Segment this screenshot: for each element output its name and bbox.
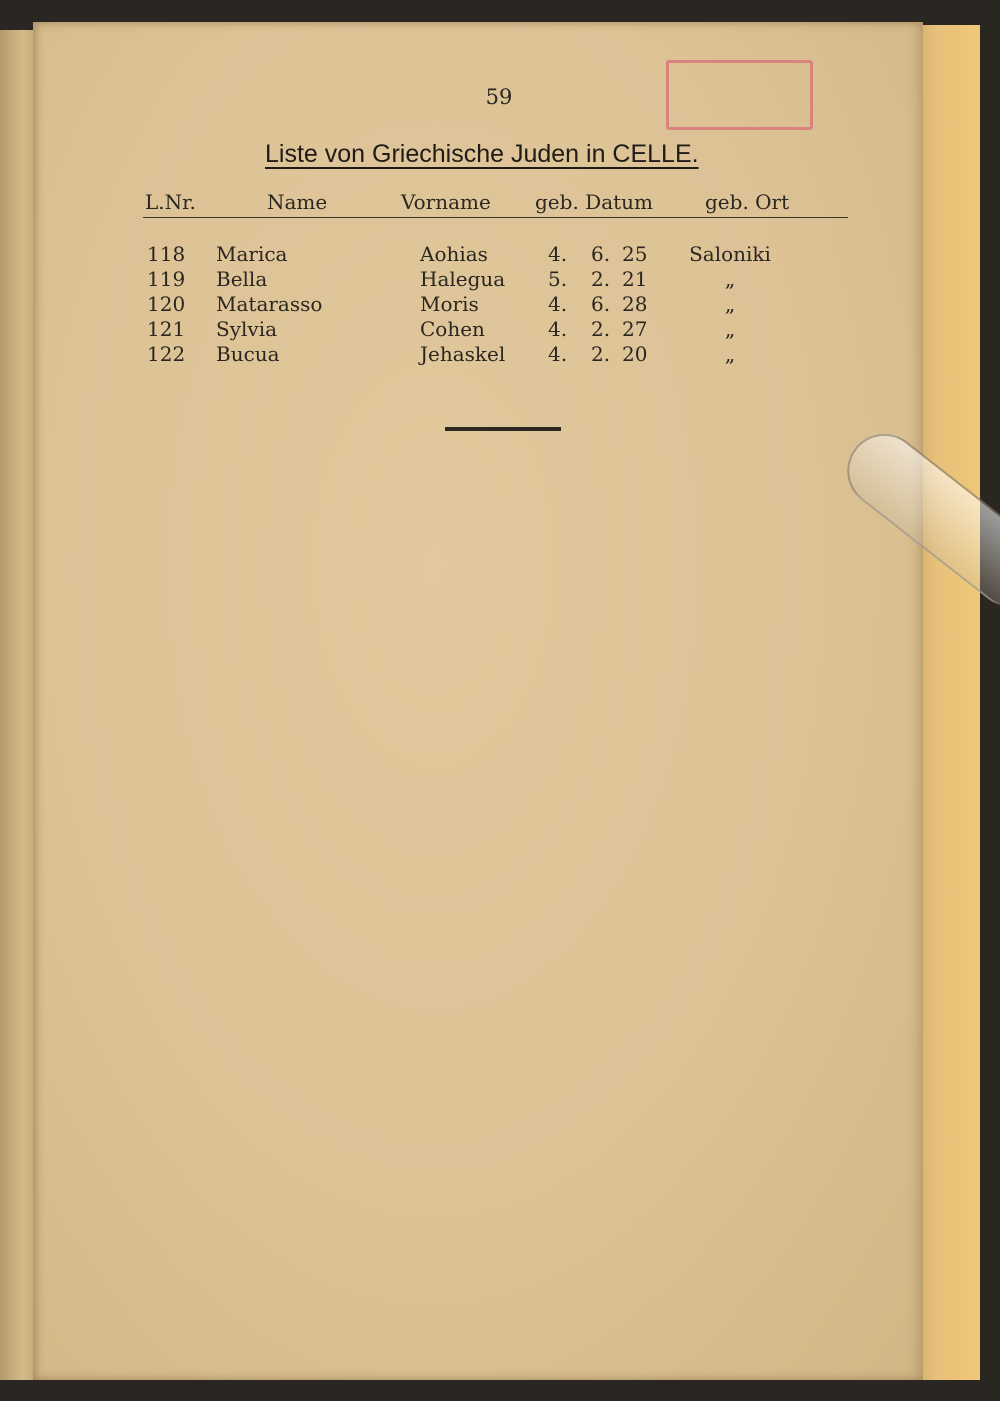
row-year: 21 [622, 267, 648, 291]
table-row [33, 317, 923, 342]
row-nr: 121 [147, 317, 186, 341]
row-ort: „ [724, 267, 736, 291]
row-year: 25 [622, 242, 648, 266]
row-vorname: Jehaskel [420, 342, 506, 366]
header-name: Name [267, 190, 328, 214]
row-name: Sylvia [216, 317, 278, 341]
row-day: 4. [548, 342, 568, 366]
row-month: 2. [591, 267, 611, 291]
page-number: 59 [485, 85, 513, 109]
row-year: 20 [622, 342, 648, 366]
row-nr: 120 [147, 292, 186, 316]
table-header [33, 190, 923, 218]
row-ort: Saloniki [689, 242, 771, 266]
row-year: 28 [622, 292, 648, 316]
row-day: 4. [548, 292, 568, 316]
row-name: Bella [216, 267, 268, 291]
header-vorname: Vorname [401, 190, 491, 214]
table-row [33, 267, 923, 292]
header-nr: L.Nr. [145, 190, 196, 214]
table-body [33, 242, 923, 367]
row-month: 6. [591, 292, 611, 316]
row-month: 2. [591, 317, 611, 341]
row-name: Marica [216, 242, 288, 266]
row-year: 27 [622, 317, 648, 341]
row-name: Matarasso [216, 292, 323, 316]
row-ort: „ [724, 317, 736, 341]
table-row [33, 342, 923, 367]
table-row [33, 292, 923, 317]
header-ort: geb. Ort [705, 190, 790, 214]
table-row [33, 242, 923, 267]
end-rule [445, 427, 561, 431]
document-page [33, 22, 923, 1380]
list-title: Liste von Griechische Juden in CELLE. [265, 140, 699, 168]
row-vorname: Moris [420, 292, 479, 316]
header-datum: geb. Datum [535, 190, 653, 214]
row-nr: 119 [147, 267, 186, 291]
row-vorname: Aohias [420, 242, 488, 266]
row-day: 4. [548, 317, 568, 341]
row-nr: 122 [147, 342, 186, 366]
row-name: Bucua [216, 342, 280, 366]
row-ort: „ [724, 342, 736, 366]
row-month: 6. [591, 242, 611, 266]
row-vorname: Halegua [420, 267, 506, 291]
row-month: 2. [591, 342, 611, 366]
row-vorname: Cohen [420, 317, 485, 341]
row-ort: „ [724, 292, 736, 316]
row-nr: 118 [147, 242, 186, 266]
header-rule [143, 217, 848, 218]
row-day: 4. [548, 242, 568, 266]
row-day: 5. [548, 267, 568, 291]
